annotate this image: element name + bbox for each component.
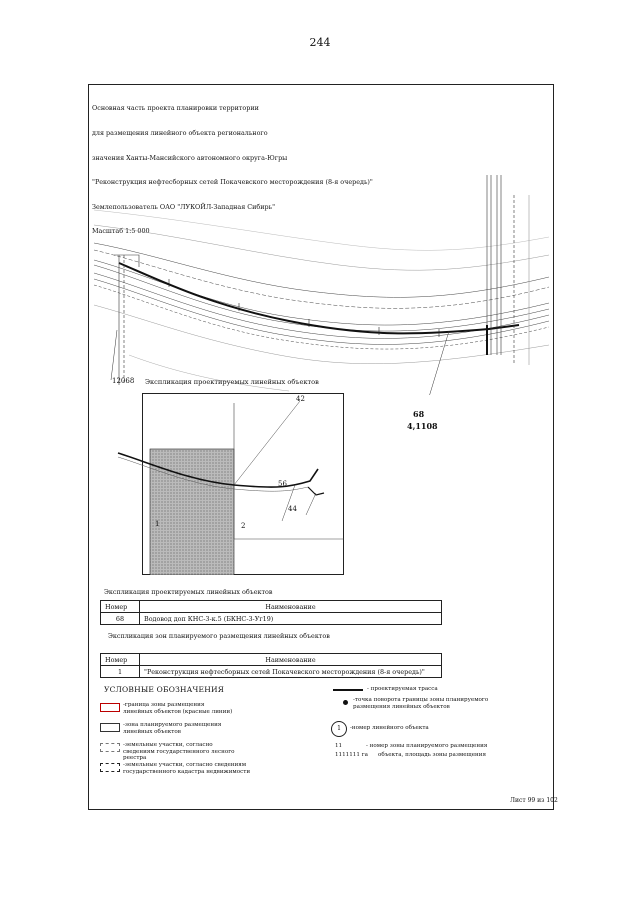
page-number: 244	[309, 36, 331, 49]
legend-item: объекта, площадь зоны размещения	[378, 752, 487, 758]
zones-table-title: Экспликация зон планируемого размещения линейных объектов	[108, 632, 330, 640]
zone-swatch	[100, 723, 120, 732]
legend-item: -зона планируемого размещения линейных объектов	[123, 722, 222, 735]
table-header: Наименование	[140, 601, 442, 613]
legend-item: -земельные участки, согласно сведениям государственного лесного реестра	[123, 742, 235, 762]
legend-title: УСЛОВНЫЕ ОБОЗНАЧЕНИЯ	[104, 685, 224, 694]
plan-map	[89, 155, 553, 395]
legend-item: -точка поворота границы зоны планируемого размещения линейных объектов	[353, 697, 489, 710]
header-line: для размещения линейного объекта регионального	[92, 129, 268, 138]
cadastre-swatch	[100, 763, 120, 772]
parcel-number-label: 12068	[112, 377, 135, 385]
header-line: Землепользователь ОАО "ЛУКОЙЛ-Западная Сибирь"	[92, 202, 276, 211]
table-header: Номер	[101, 654, 140, 666]
zone-number-sample: 11	[335, 743, 343, 749]
table-cell: "Реконструкция нефтесборных сетей Покачевского месторождения (8-я очередь)"	[140, 666, 442, 678]
inset-map	[110, 393, 344, 575]
inset-label-42: 42	[296, 395, 305, 403]
sheet-label: Лист 99 из 102	[510, 797, 558, 804]
table-header: Номер	[101, 601, 140, 613]
header-line: Масштаб 1:5 000	[92, 227, 150, 236]
legend-item: - номер зоны планируемого размещения	[366, 743, 488, 749]
legend-item: -граница зоны размещения линейных объектов (красные линии)	[123, 702, 233, 715]
legend-item: -земельные участки, согласно сведениям государственного кадастра недвижимости	[123, 762, 251, 775]
inset-zone-2: 2	[241, 522, 246, 530]
inset-title: Экспликация проектируемых линейных объектов	[145, 378, 319, 386]
table-cell: 68	[101, 613, 140, 625]
header-line: "Реконструкция нефтесборных сетей Покачевского месторождения (8-я очередь)"	[92, 178, 373, 187]
turn-point-icon	[343, 700, 348, 705]
table-cell: Водовод доп КНС-3-к.5 (БКНС-3-Уг19)	[140, 613, 442, 625]
zone-area-label: 4,1108	[407, 421, 438, 431]
objects-table	[100, 600, 442, 625]
zone-area-sample: 1111111 га	[335, 752, 368, 758]
route-line-swatch	[333, 689, 363, 691]
inset-label-56: 56	[278, 480, 287, 488]
object-number-label: 68	[413, 409, 425, 419]
table-cell: 1	[101, 666, 140, 678]
header-line: Основная часть проекта планировки территории	[92, 104, 259, 113]
header-line: значения Ханты-Мансийского автономного округа-Югры	[92, 153, 288, 162]
legend-item: - проектируемая трасса	[367, 686, 438, 692]
zones-table	[100, 653, 442, 678]
object-number-circle-icon: 1	[331, 721, 347, 737]
objects-table-title: Экспликация проектируемых линейных объектов	[104, 588, 273, 596]
red-line-swatch	[100, 703, 120, 712]
inset-zone-1: 1	[155, 520, 160, 528]
legend-item: -номер линейного объекта	[350, 725, 429, 731]
forest-registry-swatch	[100, 743, 120, 752]
inset-label-44: 44	[288, 505, 297, 513]
table-header: Наименование	[140, 654, 442, 666]
